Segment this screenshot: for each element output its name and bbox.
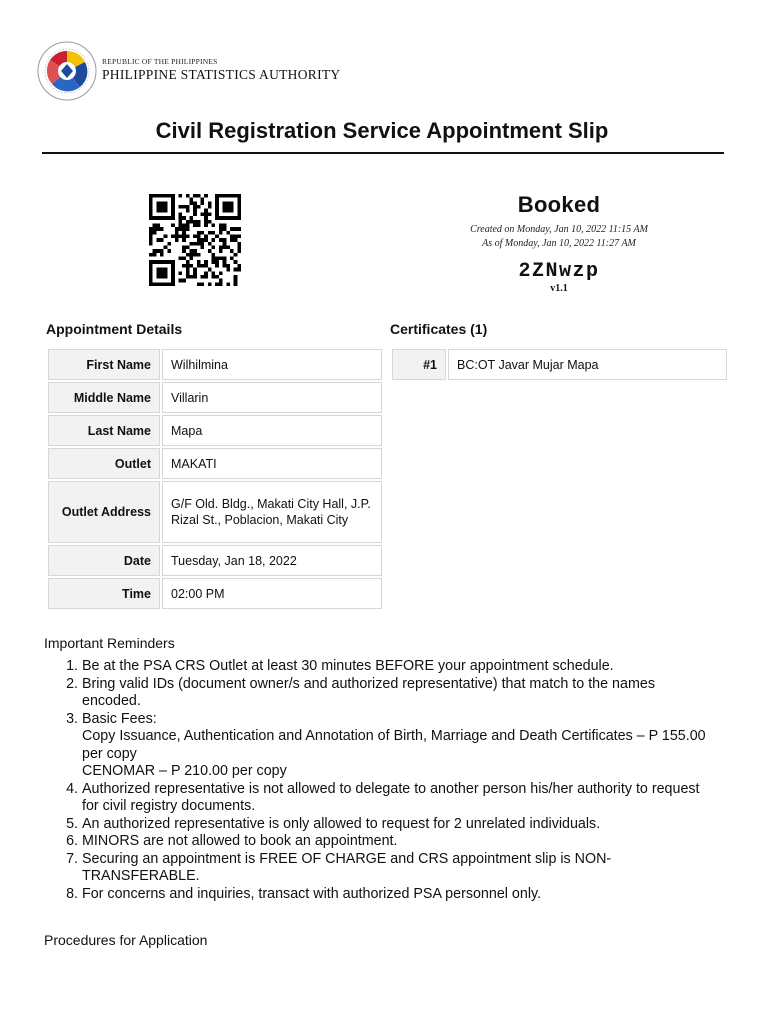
psa-seal-icon: [36, 40, 98, 102]
appointment-details-heading: Appointment Details: [46, 321, 183, 337]
title-divider: [42, 152, 724, 154]
booking-status-block: [430, 190, 688, 294]
appointment-details-table: [46, 347, 384, 611]
details-row: [48, 578, 382, 609]
qr-code-icon: [146, 194, 244, 286]
version-label: v1.1: [550, 283, 568, 294]
status-label: Booked: [517, 192, 601, 217]
certificate-value: BC:OT Javar Mujar Mapa: [448, 349, 727, 380]
details-value: MAKATI: [162, 448, 382, 479]
details-label: Middle Name: [48, 382, 160, 413]
certificate-row: [392, 349, 727, 380]
reference-code: 2ZNwzp: [518, 260, 600, 283]
details-row: [48, 545, 382, 576]
details-row: [48, 382, 382, 413]
reminder-item: 6. MINORS are not allowed to book an appointment.: [82, 833, 716, 851]
certificates-table: [390, 347, 729, 382]
page-title: Civil Registration Service Appointment Slip: [155, 118, 609, 143]
certificate-number: #1: [392, 349, 446, 380]
details-row: [48, 448, 382, 479]
agency-header: [36, 40, 341, 104]
details-value: Tuesday, Jan 18, 2022: [162, 545, 382, 576]
reminder-item: 5. An authorized representative is only allowed to request for 2 unrelated individuals.: [82, 816, 716, 834]
details-value: Wilhilmina: [162, 349, 382, 380]
details-value: 02:00 PM: [162, 578, 382, 609]
as-of-timestamp: As of Monday, Jan 10, 2022 11:27 AM: [482, 238, 636, 249]
details-label: Date: [48, 545, 160, 576]
reminder-item: 3. Basic Fees: Copy Issuance, Authentication and Annotation of Birth, Marriage and Death Certificates – P 155.00 per copy CENOMAR – P 210.00 per copy: [82, 711, 716, 781]
details-value: Villarin: [162, 382, 382, 413]
details-label: Outlet Address: [48, 481, 160, 543]
certificates-heading: Certificates (1): [390, 321, 488, 337]
details-row: [48, 481, 382, 543]
details-value: Mapa: [162, 415, 382, 446]
reminder-item: 8. For concerns and inquiries, transact with authorized PSA personnel only.: [82, 886, 716, 904]
details-value: G/F Old. Bldg., Makati City Hall, J.P. Rizal St., Poblacion, Makati City: [162, 481, 382, 543]
reminder-item: 1. Be at the PSA CRS Outlet at least 30 minutes BEFORE your appointment schedule.: [82, 658, 716, 676]
reminder-item: 7. Securing an appointment is FREE OF CHARGE and CRS appointment slip is NON-TRANSFERABLE.: [82, 851, 716, 886]
details-label: Last Name: [48, 415, 160, 446]
details-label: Time: [48, 578, 160, 609]
details-row: [48, 415, 382, 446]
agency-country: REPUBLIC OF THE PHILIPPINES: [102, 57, 218, 66]
details-row: [48, 349, 382, 380]
reminder-item: 4. Authorized representative is not allowed to delegate to another person his/her authority to request for civil registry documents.: [82, 781, 716, 816]
created-timestamp: Created on Monday, Jan 10, 2022 11:15 AM: [470, 224, 648, 235]
details-label: Outlet: [48, 448, 160, 479]
details-label: First Name: [48, 349, 160, 380]
reminder-item: 2. Bring valid IDs (document owner/s and authorized representative) that match to the names encoded.: [82, 676, 716, 711]
reminders-list: [44, 658, 716, 903]
procedures-heading: Procedures for Application: [44, 932, 208, 948]
important-reminders-heading: Important Reminders: [44, 635, 175, 651]
agency-name: PHILIPPINE STATISTICS AUTHORITY: [102, 67, 341, 82]
